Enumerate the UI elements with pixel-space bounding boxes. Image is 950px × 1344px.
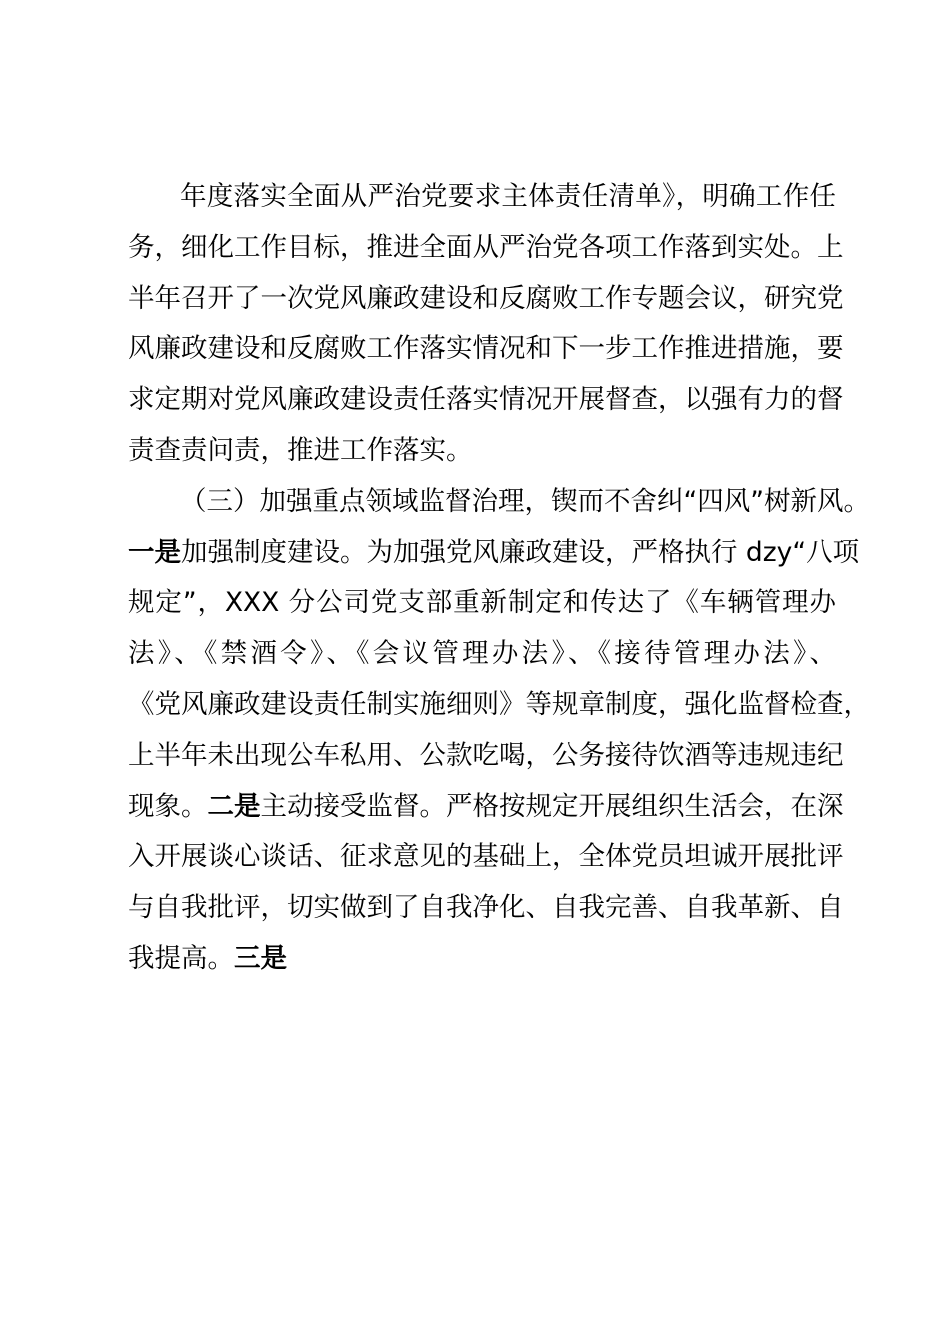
section-heading-line: （三）加强重点领域监督治理，锲而不舍纠“四风”树新风。 [180, 485, 870, 517]
text-span: 主动接受监督。严格按规定开展组织生活会，在深 [260, 790, 844, 822]
text-line: 风廉政建设和反腐败工作落实情况和下一步工作推进措施，要 [128, 333, 844, 365]
text-line: 求定期对党风廉政建设责任落实情况开展督查，以强有力的督 [128, 384, 844, 416]
text-line: 法》、《禁酒令》、《会议管理办法》、《接待管理办法》、 [128, 638, 836, 670]
text-line: 入开展谈心谈话、征求意见的基础上，全体党员坦诚开展批评 [128, 841, 844, 873]
text-line: 《党风廉政建设责任制实施细则》等规章制度，强化监督检查， [128, 688, 870, 720]
text-line [128, 934, 836, 985]
text-line: 上半年未出现公车私用、公款吃喝，公务接待饮酒等违规违纪 [128, 739, 844, 771]
text-span: 现象。 [128, 790, 208, 822]
text-line: 责查责问责，推进工作落实。 [128, 434, 473, 466]
bold-lead-two: 二是 [207, 790, 261, 822]
text-span: 加强制度建设。为加强党风廉政建设，严格执行 dzy“八项 [181, 536, 860, 568]
text-line [128, 782, 844, 833]
text-span: 我提高。 [128, 942, 234, 974]
text-line: 年度落实全面从严治党要求主体责任清单》，明确工作任 [180, 181, 836, 212]
text-line: 半年召开了一次党风廉政建设和反腐败工作专题会议，研究党 [128, 282, 844, 314]
bold-lead-three: 三是 [234, 942, 287, 974]
text-line: 规定”，XXX 分公司党支部重新制定和传达了《车辆管理办 [128, 587, 836, 619]
text-line: 与自我批评，切实做到了自我净化、自我完善、自我革新、自 [128, 892, 844, 924]
document-body [128, 172, 870, 985]
bold-lead-one: 一是 [128, 536, 181, 568]
text-line: 务，细化工作目标，推进全面从严治党各项工作落到实处。上 [128, 231, 844, 263]
text-line [128, 528, 860, 579]
